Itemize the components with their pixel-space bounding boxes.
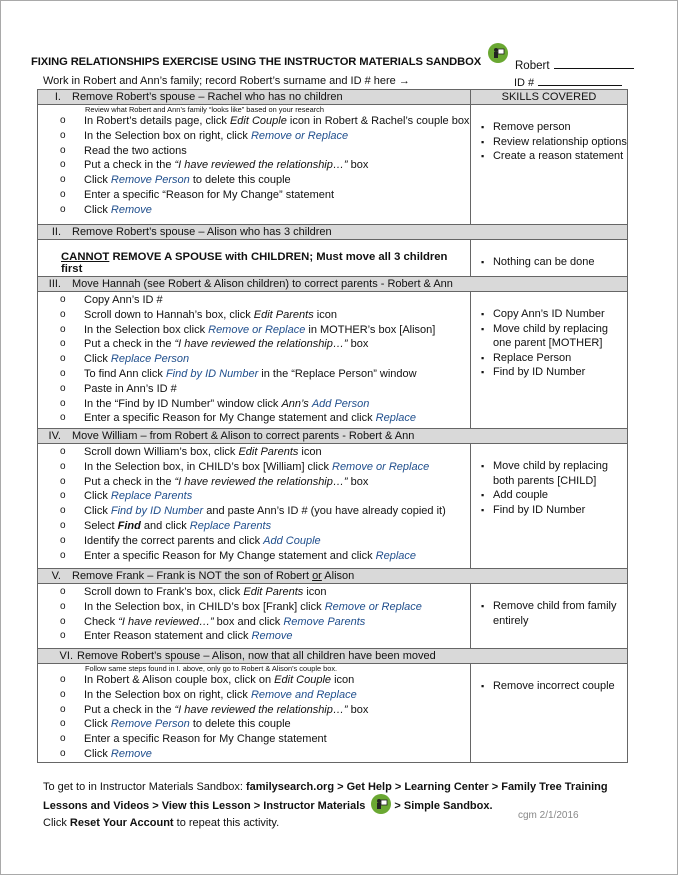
id-line xyxy=(514,76,622,89)
skill-item: ▪ Create a reason statement xyxy=(479,149,627,164)
list-item: o Click Remove Person to delete this couple xyxy=(60,173,470,188)
footer-path: > Simple Sandbox. xyxy=(391,799,493,812)
section-header xyxy=(38,569,628,584)
list-item: o In the Selection box, in CHILD’s box [William] click Remove or Replace xyxy=(60,460,470,475)
section-note: Follow same steps found in I. above, only go to Robert & Alison’s couple box. xyxy=(85,664,338,673)
list-item: o Paste in Ann’s ID # xyxy=(60,382,470,397)
steps-list xyxy=(38,673,470,762)
section-title: Move William – from Robert & Alison to correct parents - Robert & Ann xyxy=(72,430,415,442)
section-header xyxy=(38,90,471,105)
page-title: FIXING RELATIONSHIPS EXERCISE USING THE INSTRUCTOR MATERIALS SANDBOX xyxy=(31,56,482,68)
robert-label: Robert xyxy=(515,60,550,72)
footer-text: Click xyxy=(43,816,70,829)
teacher-logo-icon xyxy=(371,794,391,814)
section-steps xyxy=(38,584,471,649)
list-item: o Click Remove Person to delete this couple xyxy=(60,717,470,732)
skills-cell xyxy=(470,664,627,763)
section-number: I. xyxy=(54,91,61,103)
list-item: o Scroll down to Hannah’s box, click Edit Parents icon xyxy=(60,308,470,323)
steps-list xyxy=(38,445,470,563)
teacher-logo-icon xyxy=(488,43,508,63)
skills-cell xyxy=(470,584,627,649)
list-item: o Put a check in the “I have reviewed the relationship…” box xyxy=(60,337,470,352)
footer-text: To get to in Instructor Materials Sandbox: xyxy=(43,781,246,793)
section-number: III. xyxy=(48,278,61,290)
section-header xyxy=(38,429,628,444)
skills-list xyxy=(471,307,627,380)
skills-list xyxy=(471,679,627,694)
footer-text: to repeat this activity. xyxy=(173,816,280,829)
skills-header: SKILLS COVERED xyxy=(470,90,627,105)
section-note: Review what Robert and Ann’s family “looks like” based on your research xyxy=(85,105,324,114)
list-item: o Enter a specific “Reason for My Change” statement xyxy=(60,188,470,203)
id-blank[interactable] xyxy=(538,76,622,86)
skills-list xyxy=(471,599,627,628)
skill-item: ▪ Find by ID Number xyxy=(479,503,627,518)
list-item: o In Robert’s details page, click Edit Couple icon in Robert & Rachel’s couple box xyxy=(60,114,470,129)
list-item: o Read the two actions xyxy=(60,144,470,159)
skill-item: ▪ Move child by replacing one parent [MOTHER] xyxy=(479,322,627,351)
section-title: Remove Robert’s spouse – Alison who has 3 children xyxy=(72,226,332,238)
skills-list xyxy=(471,459,627,517)
list-item: o Click Find by ID Number and paste Ann’s ID # (you have already copied it) xyxy=(60,504,470,519)
instructions-subtitle: Work in Robert and Ann’s family; record Robert’s surname and ID # here → xyxy=(43,75,410,87)
footer-line-1 xyxy=(43,780,633,796)
skills-cell xyxy=(470,105,627,225)
section-steps xyxy=(38,105,471,225)
section-header xyxy=(38,649,628,664)
list-item: o Select Find and click Replace Parents xyxy=(60,519,470,534)
skill-item: ▪ Remove incorrect couple xyxy=(479,679,627,694)
steps-list xyxy=(38,293,470,426)
list-item: o In the Selection box on right, click Remove and Replace xyxy=(60,688,470,703)
section-number: II. xyxy=(51,226,61,238)
skills-list xyxy=(471,255,627,270)
list-item: o Check “I have reviewed…” box and click Remove Parents xyxy=(60,615,470,630)
section-steps xyxy=(38,292,471,429)
section-header xyxy=(38,277,628,292)
skill-item: ▪ Copy Ann’s ID Number xyxy=(479,307,627,322)
section-title: Remove Frank – Frank is NOT the son of Robert or Alison xyxy=(72,570,355,582)
skill-item: ▪ Find by ID Number xyxy=(479,365,627,380)
list-item: o Enter a specific Reason for My Change statement and click Replace xyxy=(60,411,470,426)
section-header xyxy=(38,225,628,240)
section-steps xyxy=(38,664,471,763)
skills-cell xyxy=(470,444,627,569)
title-row xyxy=(31,56,651,72)
skill-item: ▪ Add couple xyxy=(479,488,627,503)
footer-path: Lessons and Videos > View this Lesson > Instructor Materials xyxy=(43,799,366,812)
section-steps xyxy=(38,444,471,569)
list-item: o Click Remove xyxy=(60,203,470,218)
section-title: Remove Robert’s spouse – Alison, now that all children have been moved xyxy=(77,650,436,662)
list-item: o Click Replace Parents xyxy=(60,489,470,504)
skill-item: ▪ Replace Person xyxy=(479,351,627,366)
list-item: o To find Ann click Find by ID Number in the “Replace Person” window xyxy=(60,367,470,382)
list-item: o In the “Find by ID Number” window click Ann’s Add Person xyxy=(60,397,470,412)
list-item: o Enter Reason statement and click Remove xyxy=(60,629,470,644)
section-title: Move Hannah (see Robert & Alison children) to correct parents - Robert & Ann xyxy=(72,278,453,290)
robert-label-row xyxy=(515,58,634,72)
skill-item: ▪ Nothing can be done xyxy=(479,255,627,270)
section-number: VI. xyxy=(59,650,73,662)
reset-account-link[interactable]: Reset Your Account xyxy=(69,816,174,829)
list-item: o Scroll down to Frank’s box, click Edit Parents icon xyxy=(60,585,470,600)
steps-list xyxy=(38,585,470,644)
list-item: o Copy Ann’s ID # xyxy=(60,293,470,308)
list-item: o In the Selection box click Remove or Replace in MOTHER’s box [Alison] xyxy=(60,323,470,338)
list-item: o In the Selection box on right, click Remove or Replace xyxy=(60,129,470,144)
section-steps xyxy=(38,240,471,277)
list-item: o Put a check in the “I have reviewed the relationship…” box xyxy=(60,158,470,173)
footer-path: familysearch.org > Get Help > Learning Center > Family Tree Training xyxy=(246,781,608,793)
section-number: V. xyxy=(51,570,61,582)
skills-cell xyxy=(470,240,627,277)
footer xyxy=(43,780,633,831)
list-item: o Enter a specific Reason for My Change statement and click Replace xyxy=(60,549,470,564)
skills-list xyxy=(471,120,627,164)
steps-list xyxy=(38,114,470,218)
list-item: o Click Replace Person xyxy=(60,352,470,367)
list-item: o In the Selection box, in CHILD’s box [Frank] click Remove or Replace xyxy=(60,600,470,615)
skill-item: ▪ Remove child from family entirely xyxy=(479,599,627,628)
robert-surname-blank[interactable] xyxy=(554,58,634,69)
list-item: o Put a check in the “I have reviewed the relationship…” box xyxy=(60,475,470,490)
exercise-table xyxy=(37,89,628,763)
cannot-word: CANNOT xyxy=(61,251,110,263)
author-date: cgm 2/1/2016 xyxy=(518,810,579,821)
cannot-rest: REMOVE A SPOUSE with CHILDREN; Must move all 3 children first xyxy=(61,251,448,275)
list-item: o Click Remove xyxy=(60,747,470,762)
list-item: o Put a check in the “I have reviewed the relationship…” box xyxy=(60,703,470,718)
skills-cell xyxy=(470,292,627,429)
section-number: IV. xyxy=(48,430,61,442)
id-label: ID # xyxy=(514,77,535,89)
section-title: Remove Robert’s spouse – Rachel who has no children xyxy=(72,91,343,103)
skill-item: ▪ Remove person xyxy=(479,120,627,135)
list-item: o Enter a specific Reason for My Change statement xyxy=(60,732,470,747)
list-item: o In Robert & Alison couple box, click on Edit Couple icon xyxy=(60,673,470,688)
skill-item: ▪ Review relationship options xyxy=(479,135,627,150)
list-item: o Identify the correct parents and click Add Couple xyxy=(60,534,470,549)
list-item: o Scroll down William’s box, click Edit Parents icon xyxy=(60,445,470,460)
skill-item: ▪ Move child by replacing both parents [CHILD] xyxy=(479,459,627,488)
cannot-remove-notice xyxy=(38,240,470,273)
